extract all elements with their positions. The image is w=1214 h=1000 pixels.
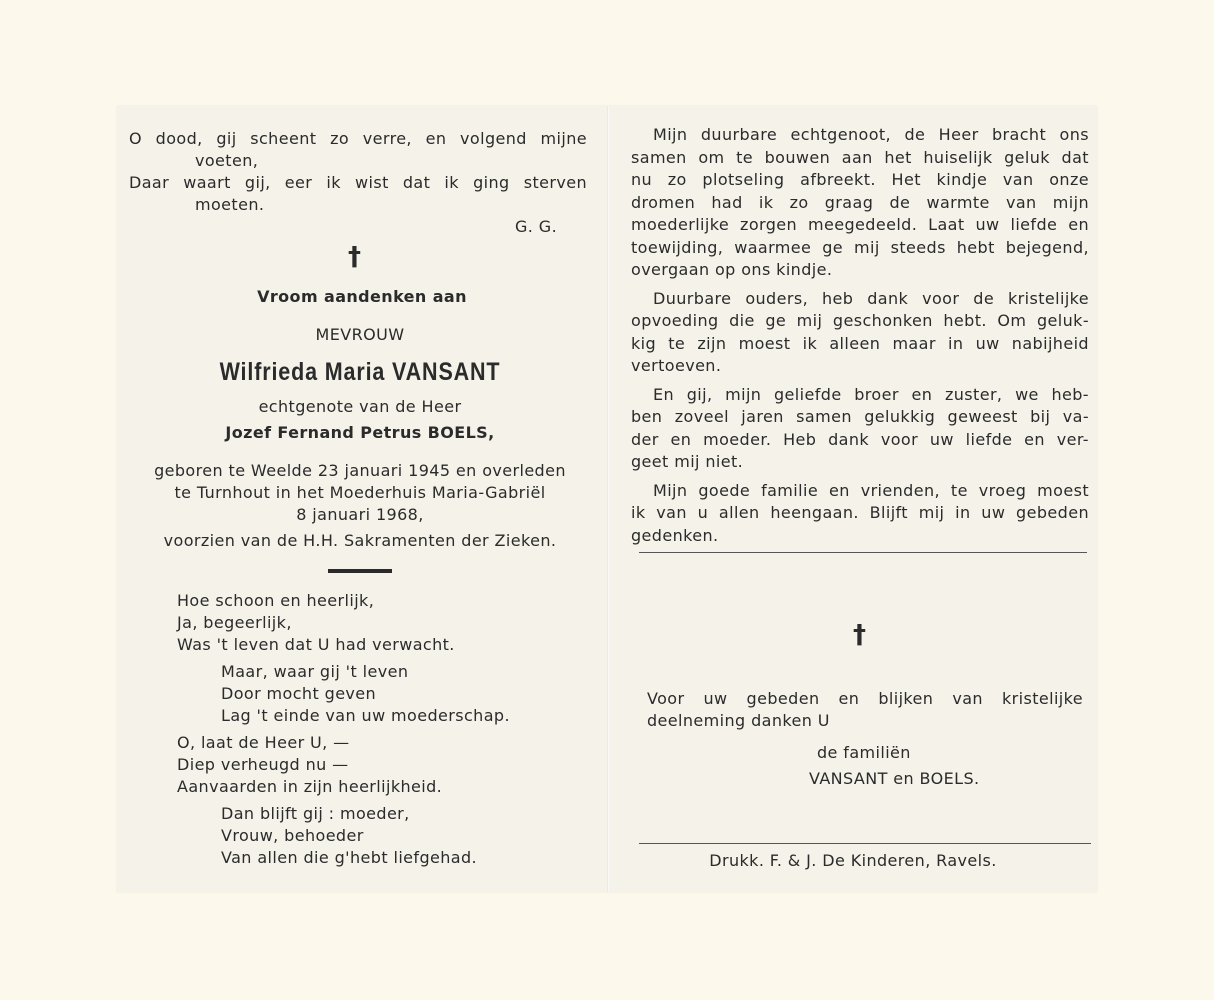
right-panel	[609, 106, 1097, 892]
title-mevrouw: MEVROUW	[315, 325, 405, 344]
poem-line: Vrouw, behoeder	[221, 826, 364, 845]
cross-icon: †	[853, 620, 867, 650]
paragraph-line: Mijn goede familie en vrienden, te vroeg moest	[653, 480, 1089, 500]
memorial-card	[117, 106, 1097, 892]
cross-icon: †	[348, 242, 362, 272]
poem-line: Maar, waar gij 't leven	[221, 662, 409, 681]
paragraph-line: overgaan op ons kindje.	[631, 260, 833, 279]
paragraph-line: En gij, mijn geliefde broer en zuster, we heb-	[653, 384, 1089, 404]
memorial-poem	[177, 590, 510, 869]
verse-initials: G. G.	[515, 217, 558, 236]
paragraph-line: toewijding, waarmee ge mij steeds hebt bejegend,	[631, 237, 1089, 257]
paragraph-line: kig te zijn moest ik alleen maar in uw nabijheid	[631, 333, 1089, 353]
thanks-line: Voor uw gebeden en blijken van kristelijke	[647, 689, 1083, 708]
thanks-line: deelneming danken U	[647, 711, 830, 730]
birth-death-info	[131, 460, 589, 526]
paragraph-line: Mijn duurbare echtgenoot, de Heer bracht ons	[653, 125, 1089, 144]
paragraph-line: der en moeder. Heb dank voor uw liefde en ver-	[631, 429, 1089, 449]
paragraph-line: ik van u allen heengaan. Blijft mij in uw gebeden	[631, 503, 1089, 522]
poem-line: Was 't leven dat U had verwacht.	[177, 635, 455, 654]
paragraph-line: opvoeding die ge mij geschonken hebt. Om geluk-	[631, 311, 1089, 330]
printer-credit: Drukk. F. & J. De Kinderen, Ravels.	[709, 851, 997, 870]
poem-line: Diep verheugd nu —	[177, 755, 349, 774]
verse-line: Daar waart gij, eer ik wist dat ik ging sterven	[129, 173, 587, 192]
bio-line: te Turnhout in het Moederhuis Maria-Gabriël	[174, 483, 546, 502]
paragraph-line: nu zo plotseling afbreekt. Het kindje van onze	[631, 170, 1089, 189]
memorial-heading: Vroom aandenken aan	[257, 287, 467, 306]
divider-bar	[328, 569, 392, 573]
sacraments-line: voorzien van de H.H. Sakramenten der Zieken.	[163, 531, 557, 550]
left-panel	[117, 106, 607, 892]
paragraph-line: dromen had ik zo graag de warmte van mijn	[631, 192, 1089, 212]
poem-line: Dan blijft gij : moeder,	[221, 804, 410, 823]
paragraph-line: ben zoveel jaren samen gelukkig geweest bij va-	[631, 407, 1089, 426]
divider-line	[639, 552, 1087, 553]
paragraph-line: geet mij niet.	[631, 452, 744, 471]
poem-line: Aanvaarden in zijn heerlijkheid.	[177, 777, 443, 796]
paragraph-line: gedenken.	[631, 525, 719, 545]
verse-line: O dood, gij scheent zo verre, en volgend mijne	[129, 129, 587, 148]
poem-line: Van allen die g'hebt liefgehad.	[221, 848, 478, 867]
paragraph-line: Duurbare ouders, heb dank voor de kristelijke	[653, 288, 1089, 308]
paragraph-line: vertoeven.	[631, 356, 722, 375]
families-names: VANSANT en BOELS.	[809, 769, 980, 788]
families-label: de familiën	[817, 743, 911, 762]
divider-line	[639, 843, 1091, 844]
deceased-name: Wilfrieda Maria VANSANT	[219, 358, 501, 386]
poem-line: O, laat de Heer U, —	[177, 733, 350, 752]
paragraph-line: moederlijke zorgen meegedeeld. Laat uw liefde en	[631, 215, 1089, 234]
spouse-name: Jozef Fernand Petrus BOELS,	[225, 423, 495, 442]
spouse-intro: echtgenote van de Heer	[258, 397, 462, 416]
poem-line: Door mocht geven	[221, 684, 377, 703]
poem-line: Hoe schoon en heerlijk,	[177, 591, 375, 610]
paragraph-line: samen om te bouwen aan het huiselijk geluk dat	[631, 147, 1089, 167]
opening-verse	[129, 128, 587, 216]
verse-line: voeten,	[195, 151, 259, 170]
poem-line: Lag 't einde van uw moederschap.	[221, 706, 510, 725]
bio-line: geboren te Weelde 23 januari 1945 en overleden	[154, 461, 566, 480]
bio-line: 8 januari 1968,	[296, 505, 424, 524]
poem-line: Ja, begeerlijk,	[177, 613, 292, 632]
thanks-text	[647, 688, 1083, 732]
verse-line: moeten.	[195, 195, 265, 214]
farewell-text	[631, 124, 1089, 547]
